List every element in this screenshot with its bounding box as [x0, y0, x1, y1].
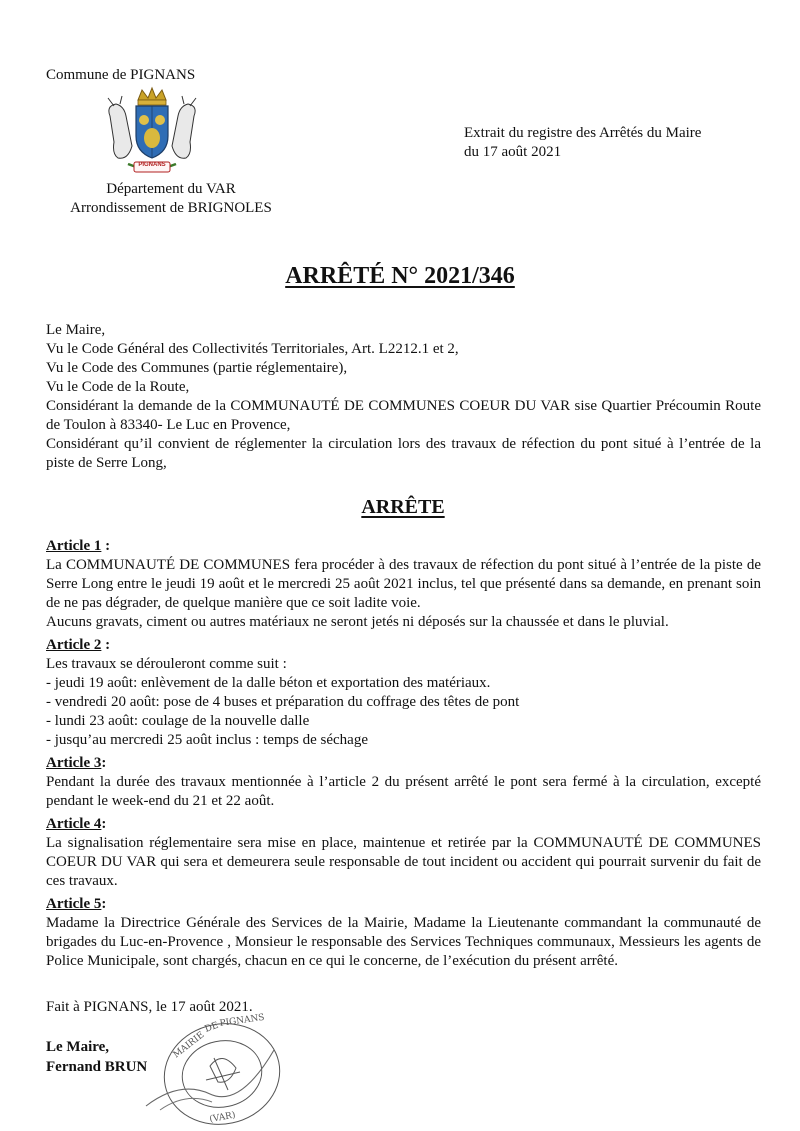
article-2 — [46, 636, 761, 750]
crest-banner-text: PIGNANS — [138, 162, 166, 168]
preamble-line: Considérant la demande de la COMMUNAUTÉ DE COMMUNES COEUR DU VAR sise Quartier Précoumin Route de Toulon à 83340- Le Luc en Provence, — [46, 398, 761, 433]
preamble — [46, 321, 761, 473]
department-block — [46, 180, 296, 218]
preamble-line: Vu le Code de la Route, — [46, 379, 190, 395]
article-3 — [46, 754, 761, 811]
svg-text:PIGNANS: PIGNANS — [219, 1012, 266, 1029]
preamble-line: Considérant qu’il convient de réglementer la circulation lors des travaux de réfection du pont situé à l’entrée de la piste de Serre Long, — [46, 436, 761, 471]
article-heading: Article 1 — [46, 538, 102, 554]
article-heading-suffix: : — [101, 637, 111, 653]
signature-block — [46, 1037, 147, 1077]
article-5 — [46, 895, 761, 971]
schedule-item: - jusqu’au mercredi 25 août inclus : temps de séchage — [46, 732, 368, 748]
register-extract — [464, 124, 701, 162]
department-name: Département du VAR — [106, 181, 236, 197]
article-heading-suffix: : — [101, 538, 111, 554]
schedule-item: - lundi 23 août: coulage de la nouvelle dalle — [46, 713, 310, 729]
signatory-role: Le Maire, — [46, 1039, 110, 1055]
arrete-heading: ARRÊTE — [361, 496, 445, 518]
article-1 — [46, 537, 761, 632]
signatory-name: Fernand BRUN — [46, 1059, 148, 1075]
mairie-stamp — [140, 1010, 290, 1128]
article-heading: Article 3 — [46, 755, 102, 771]
preamble-line: Vu le Code des Communes (partie réglementaire), — [46, 360, 348, 376]
place-and-date: Fait à PIGNANS, le 17 août 2021. — [46, 999, 253, 1015]
article-4 — [46, 815, 761, 891]
article-heading: Article 2 — [46, 637, 102, 653]
article-heading: Article 5 — [46, 896, 102, 912]
svg-text:MAIRIE: MAIRIE — [171, 1030, 207, 1061]
articles — [46, 537, 761, 971]
svg-text:(VAR): (VAR) — [208, 1110, 237, 1125]
article-paragraph: Les travaux se dérouleront comme suit : — [46, 656, 287, 672]
article-paragraph: La signalisation réglementaire sera mise en place, maintenue et retirée par la COMMUNAUTÉ DE COMMUNES COEUR DU VAR qui sera et demeurera seule responsable de tout incident ou accident qui pourrait survenir du fait de ces travaux. — [46, 835, 761, 889]
svg-text:DE: DE — [203, 1020, 220, 1035]
article-heading-suffix: : — [101, 896, 107, 912]
extract-line-2: du 17 août 2021 — [464, 144, 562, 160]
extract-line-1: Extrait du registre des Arrêtés du Maire — [464, 125, 702, 141]
decree-title: ARRÊTÉ N° 2021/346 — [285, 263, 515, 289]
schedule-item: - jeudi 19 août: enlèvement de la dalle béton et exportation des matériaux. — [46, 675, 491, 691]
preamble-line: Vu le Code Général des Collectivités Territoriales, Art. L2212.1 et 2, — [46, 341, 459, 357]
article-paragraph: Pendant la durée des travaux mentionnée à l’article 2 du présent arrêté le pont sera fermé à la circulation, excepté pendant le week-end du 21 et 22 août. — [46, 774, 761, 809]
commune-name: Commune de PIGNANS — [46, 67, 196, 83]
article-heading: Article 4 — [46, 816, 102, 832]
article-paragraph: Aucuns gravats, ciment ou autres matériaux ne seront jetés ni déposés sur la chaussée et dans le pluvial. — [46, 614, 669, 630]
arrondissement-name: Arrondissement de BRIGNOLES — [70, 200, 272, 216]
article-heading-suffix: : — [101, 755, 107, 771]
schedule-item: - vendredi 20 août: pose de 4 buses et préparation du coffrage des têtes de pont — [46, 694, 520, 710]
article-paragraph: La COMMUNAUTÉ DE COMMUNES fera procéder à des travaux de réfection du pont situé à l’entrée de la piste de Serre Long entre le jeudi 19 août et le mercredi 25 août 2021 inclus, tel que présenté dans sa demande, en prenant soin de ne pas dégrader, de quelque manière que ce soit ladite voie. — [46, 557, 761, 611]
article-heading-suffix: : — [101, 816, 107, 832]
article-paragraph: Madame la Directrice Générale des Services de la Mairie, Madame la Lieutenante commandant la communauté de brigades du Luc-en-Provence , Monsieur le responsable des Services Techniques communaux, Messieurs les agents de Police Municipale, sont chargés, chacun en ce qui le concerne, de l’exécution du présent arrêté. — [46, 915, 761, 969]
preamble-line: Le Maire, — [46, 322, 106, 338]
